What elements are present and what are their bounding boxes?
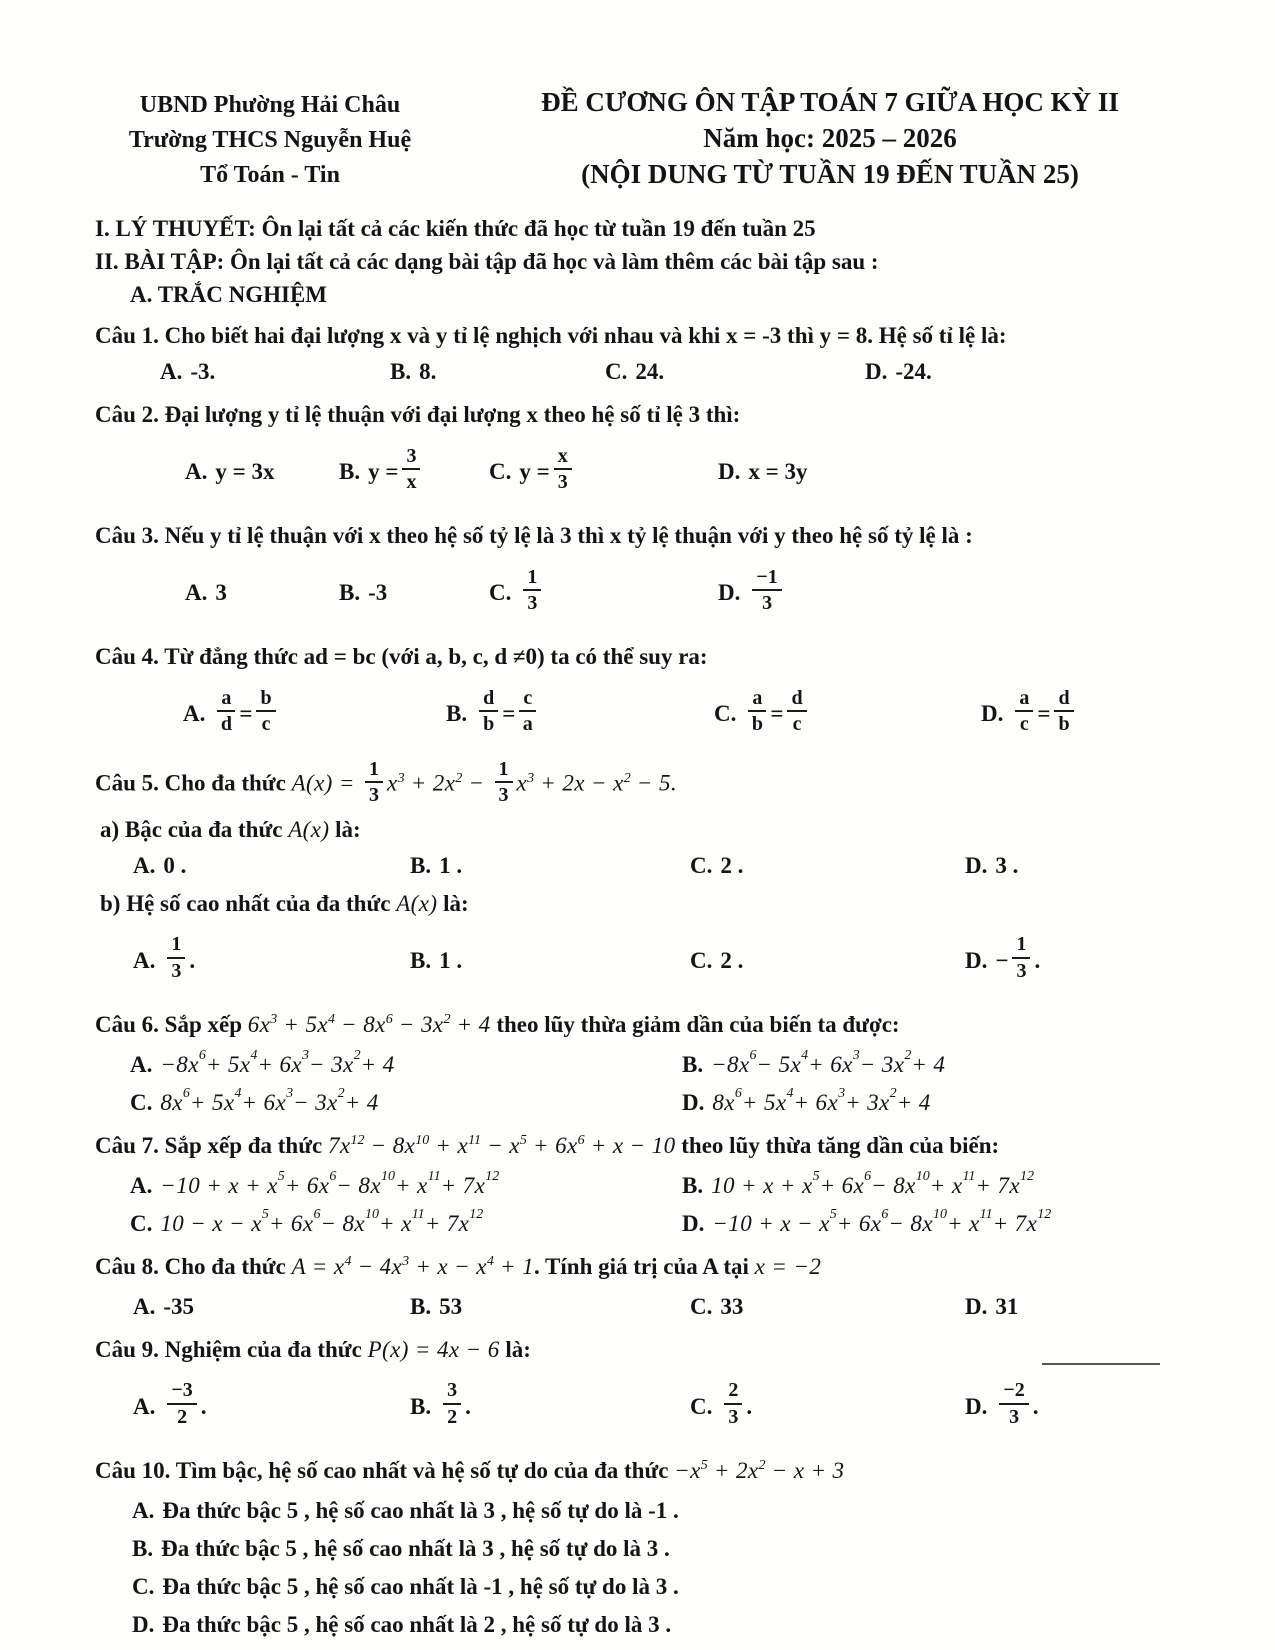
question-10-option-b <box>0 1531 1275 1567</box>
option-label: C. <box>605 359 628 384</box>
option-label: B. <box>410 1393 432 1419</box>
question-1-options-a: A. -3. <box>160 359 216 384</box>
question-10-option-b-b: B. Đa thức bậc 5 , hệ số cao nhất là 3 , hệ số tự do là 3 . <box>132 1535 670 1561</box>
question-5b-options-a: A. $\frac{1}{3}$ . <box>133 933 196 982</box>
option-label: B. <box>339 580 361 605</box>
question-4-options-c: C. $\frac{a}{b}$ = $\frac{d}{c}$ <box>714 675 811 753</box>
option-label: B. <box>390 359 412 384</box>
header-title-block <box>460 84 1200 192</box>
header-school-name: Trường THCS Nguyễn Huệ <box>128 127 412 153</box>
question-4-options <box>0 675 1275 753</box>
fraction: $\frac{1}{3}$ <box>167 933 185 982</box>
fraction: $\frac{d}{b}$ <box>1054 687 1073 736</box>
question-4-options-a: A. $\frac{a}{d}$ = $\frac{b}{c}$ <box>183 675 280 753</box>
option-label: C. <box>690 1393 713 1419</box>
question-7-options-ab <box>0 1168 1275 1204</box>
fraction: $\frac{-1}{3}$ <box>752 566 781 615</box>
option-label: A. <box>185 580 208 605</box>
option-label: A. <box>133 1293 156 1319</box>
question-2-options-b: B. y = $\frac{3}{x}$ <box>339 433 424 511</box>
option-label: C. <box>690 1293 713 1319</box>
question-2-options-a: A. y = 3x <box>185 459 275 484</box>
question-10: Câu 10. Tìm bậc, hệ số cao nhất và hệ số tự do của đa thức $-x^5 + 2x^2 - x + 3$ <box>95 1457 845 1483</box>
question-5a-options <box>0 848 1275 884</box>
question-3-options <box>0 554 1275 632</box>
option-label: C. <box>489 580 512 605</box>
option-label: D. <box>965 852 988 878</box>
fraction: $\frac{-2}{3}$ <box>999 1379 1028 1428</box>
question-6-options-cd <box>0 1085 1275 1121</box>
question-1: Câu 1. Cho biết hai đại lượng x và y tỉ lệ nghịch với nhau và khi x = -3 thì y = 8. Hệ số tỉ lệ là: <box>95 323 1007 348</box>
option-label: C. <box>489 459 512 484</box>
fraction: $\frac{2}{3}$ <box>724 1379 742 1428</box>
question-4-options-b: B. $\frac{d}{b}$ = $\frac{c}{a}$ <box>446 675 540 753</box>
question-5a-options-d: D. 3 . <box>965 852 1019 878</box>
option-label: A. <box>160 359 183 384</box>
question-3-options-a: A. 3 <box>185 580 227 605</box>
option-label: D. <box>682 1210 705 1236</box>
question-9-options-c: C. $\frac{2}{3}$ . <box>690 1379 753 1428</box>
question-5a-options-a: A. 0 . <box>133 852 187 878</box>
question-5a-options-c: C. 2 . <box>690 852 744 878</box>
document-body <box>0 212 1275 1643</box>
school-year: Năm học: 2025 – 2026 <box>703 123 957 153</box>
option-label: B. <box>682 1051 704 1077</box>
option-label: A. <box>133 852 156 878</box>
option-label: A. <box>133 1393 156 1419</box>
option-label: A. <box>183 701 206 726</box>
question-5a: a) Bậc của đa thức A(x) là: <box>100 816 361 842</box>
option-label: B. <box>446 701 468 726</box>
question-4: Câu 4. Từ đẳng thức ad = bc (với a, b, c, d ≠0) ta có thể suy ra: <box>95 644 708 669</box>
question-8-options-c: C. 33 <box>690 1293 744 1319</box>
question-9: Câu 9. Nghiệm của đa thức P(x) = 4x − 6 là: <box>0 1333 1275 1366</box>
option-label: D. <box>981 701 1004 726</box>
question-10-option-d-d: D. Đa thức bậc 5 , hệ số cao nhất là 2 , hệ số tự do là 3 . <box>132 1611 672 1637</box>
fraction: $\frac{b}{c}$ <box>256 687 275 736</box>
option-label: D. <box>132 1611 155 1637</box>
question-3: Câu 3. Nếu y tỉ lệ thuận với x theo hệ số tỷ lệ là 3 thì x tỷ lệ thuận với y theo hệ số tỷ lệ là : <box>95 523 973 548</box>
fraction: $\frac{d}{c}$ <box>787 687 806 736</box>
question-3-options-c <box>489 554 545 632</box>
question-9-options-a: A. $\frac{-3}{2}$ . <box>133 1379 207 1428</box>
question-8: Câu 8. Cho đa thức $A = x^4 - 4x^3 + x - x^4 + 1$. Tính giá trị của A tại x = −2 <box>95 1253 822 1279</box>
option-label: B. <box>339 459 361 484</box>
option-label: B. <box>682 1172 704 1198</box>
question-1-options-c: C. 24. <box>605 359 665 384</box>
option-label: D. <box>965 947 988 973</box>
section-ly-thuyet: I. LÝ THUYẾT: Ôn lại tất cả các kiến thức đã học từ tuần 19 đến tuần 25 <box>95 216 816 241</box>
question-5: Câu 5. Cho đa thức A(x) = $\frac{1}{3}$ $x^3 + 2x^2$ − $\frac{1}{3}$ $x^3 + 2x - x^2 - 5$. <box>95 758 677 807</box>
option-label: D. <box>718 580 741 605</box>
content-scope: (NỘI DUNG TỪ TUẦN 19 ĐẾN TUẦN 25) <box>581 159 1079 189</box>
section-bai-tap: II. BÀI TẬP: Ôn lại tất cả các dạng bài tập đã học và làm thêm các bài tập sau : <box>95 249 879 274</box>
fraction: $\frac{d}{b}$ <box>479 687 498 736</box>
option-label: C. <box>690 852 713 878</box>
option-label: D. <box>682 1089 705 1115</box>
option-label: B. <box>410 947 432 973</box>
fraction: $\frac{3}{2}$ <box>443 1379 461 1428</box>
question-6-options-ab-b: B. −8x 6 − 5x 4 + 6x 3 − 3x 2 + 4 <box>682 1047 946 1077</box>
fraction: $\frac{1}{3}$ <box>523 566 541 615</box>
option-label: B. <box>132 1535 154 1561</box>
option-label: A. <box>130 1172 153 1198</box>
question-7-options-cd <box>0 1206 1275 1242</box>
option-label: C. <box>690 947 713 973</box>
question-6-options-cd-d: D. 8x 6 + 5x 4 + 6x 3 + 3x 2 + 4 <box>682 1085 931 1115</box>
question-2-options <box>0 433 1275 511</box>
option-label: C. <box>130 1089 153 1115</box>
question-4-options-d: D. $\frac{a}{c}$ = $\frac{d}{b}$ <box>981 675 1078 753</box>
question-3-options-b: B. -3 <box>339 580 388 605</box>
question-8-options-b: B. 53 <box>410 1293 463 1319</box>
question-6-options-cd-c: C. 8x 6 + 5x 4 + 6x 3 − 3x 2 + 4 <box>130 1085 379 1115</box>
question-8-options-a: A. -35 <box>133 1293 195 1319</box>
question-2-options-d: D. x = 3y <box>718 459 808 484</box>
fraction: $\frac{3}{x}$ <box>402 445 420 494</box>
option-label: D. <box>865 359 888 384</box>
question-10-option-a-a: A. Đa thức bậc 5 , hệ số cao nhất là 3 , hệ số tự do là -1 . <box>132 1497 679 1523</box>
option-label: C. <box>130 1210 153 1236</box>
question-7-options-ab-a: A. −10 + x + x 5 + 6x 6 − 8x 10 + x 11 + 7x 12 <box>130 1168 500 1198</box>
question-9-options-d: D. $\frac{-2}{3}$ . <box>965 1379 1039 1428</box>
question-8-options-d: D. 31 <box>965 1293 1019 1319</box>
question-5b-options-d: D. − $\frac{1}{3}$ . <box>965 933 1041 982</box>
fraction: $\frac{1}{3}$ <box>365 758 383 807</box>
option-label: D. <box>965 1393 988 1419</box>
question-5b: b) Hệ số cao nhất của đa thức A(x) là: <box>100 890 469 916</box>
fraction: $\frac{-3}{2}$ <box>167 1379 196 1428</box>
question-1-options-b: B. 8. <box>390 359 437 384</box>
question-10-option-a <box>0 1493 1275 1529</box>
fraction: $\frac{a}{c}$ <box>1015 687 1033 736</box>
question-7-options-cd-d: D. −10 + x − x 5 + 6x 6 − 8x 10 + x 11 + 7x 12 <box>682 1206 1052 1236</box>
option-label: B. <box>410 1293 432 1319</box>
fraction: $\frac{a}{d}$ <box>217 687 235 736</box>
option-label: D. <box>718 459 741 484</box>
option-label: C. <box>132 1573 155 1599</box>
question-6-options-ab-a: A. −8x 6 + 5x 4 + 6x 3 − 3x 2 + 4 <box>130 1047 395 1077</box>
question-7: Câu 7. Sắp xếp đa thức $7x^{12} - 8x^{10} + x^{11} - x^5 + 6x^6 + x - 10$ theo lũy thừa tăng dần của biến: <box>95 1132 1000 1158</box>
question-5b-options-b: B. 1 . <box>410 947 463 973</box>
question-9-options-b: B. $\frac{3}{2}$ . <box>410 1379 471 1428</box>
fraction: $\frac{1}{3}$ <box>495 758 513 807</box>
option-label: A. <box>133 947 156 973</box>
section-trac-nghiem: A. TRẮC NGHIỆM <box>130 282 328 307</box>
question-10-option-c-c: C. Đa thức bậc 5 , hệ số cao nhất là -1 , hệ số tự do là 3 . <box>132 1573 679 1599</box>
fraction: $\frac{x}{3}$ <box>554 445 572 494</box>
question-3-options-d <box>718 554 786 632</box>
question-1-options-d: D. -24. <box>865 359 932 384</box>
question-2: Câu 2. Đại lượng y tỉ lệ thuận với đại lượng x theo hệ số tỉ lệ 3 thì: <box>95 402 741 427</box>
question-7-options-ab-b: B. 10 + x + x 5 + 6x 6 − 8x 10 + x 11 + 7x 12 <box>682 1168 1034 1198</box>
fraction: $\frac{c}{a}$ <box>519 687 536 736</box>
question-7-options-cd-c: C. 10 − x − x 5 + 6x 6 − 8x 10 + x 11 + 7x 12 <box>130 1206 484 1236</box>
fraction: $\frac{1}{3}$ <box>1012 933 1030 982</box>
header-school-block <box>100 88 440 193</box>
option-label: D. <box>965 1293 988 1319</box>
header-department: Tổ Toán - Tin <box>200 162 340 188</box>
question-1-options <box>0 354 1275 390</box>
header-authority: UBND Phường Hải Châu <box>139 92 401 118</box>
question-2-options-c: C. y = $\frac{x}{3}$ <box>489 433 576 511</box>
question-6-options-ab <box>0 1047 1275 1083</box>
document-title: ĐỀ CƯƠNG ÔN TẬP TOÁN 7 GIỮA HỌC KỲ II <box>541 87 1119 117</box>
question-10-option-d <box>0 1607 1275 1643</box>
option-label: A. <box>185 459 208 484</box>
option-label: C. <box>714 701 737 726</box>
question-9-options <box>0 1368 1275 1446</box>
question-10-option-c <box>0 1569 1275 1605</box>
option-label: B. <box>410 852 432 878</box>
question-5b-options <box>0 922 1275 1000</box>
question-5a-options-b: B. 1 . <box>410 852 463 878</box>
question-8-options <box>0 1289 1275 1325</box>
question-5b-options-c: C. 2 . <box>690 947 744 973</box>
question-6: Câu 6. Sắp xếp $6x^3 + 5x^4 - 8x^6 - 3x^2 + 4$ theo lũy thừa giảm dần của biến ta được: <box>95 1011 900 1037</box>
option-label: A. <box>130 1051 153 1077</box>
fraction: $\frac{a}{b}$ <box>748 687 766 736</box>
option-label: A. <box>132 1497 155 1523</box>
